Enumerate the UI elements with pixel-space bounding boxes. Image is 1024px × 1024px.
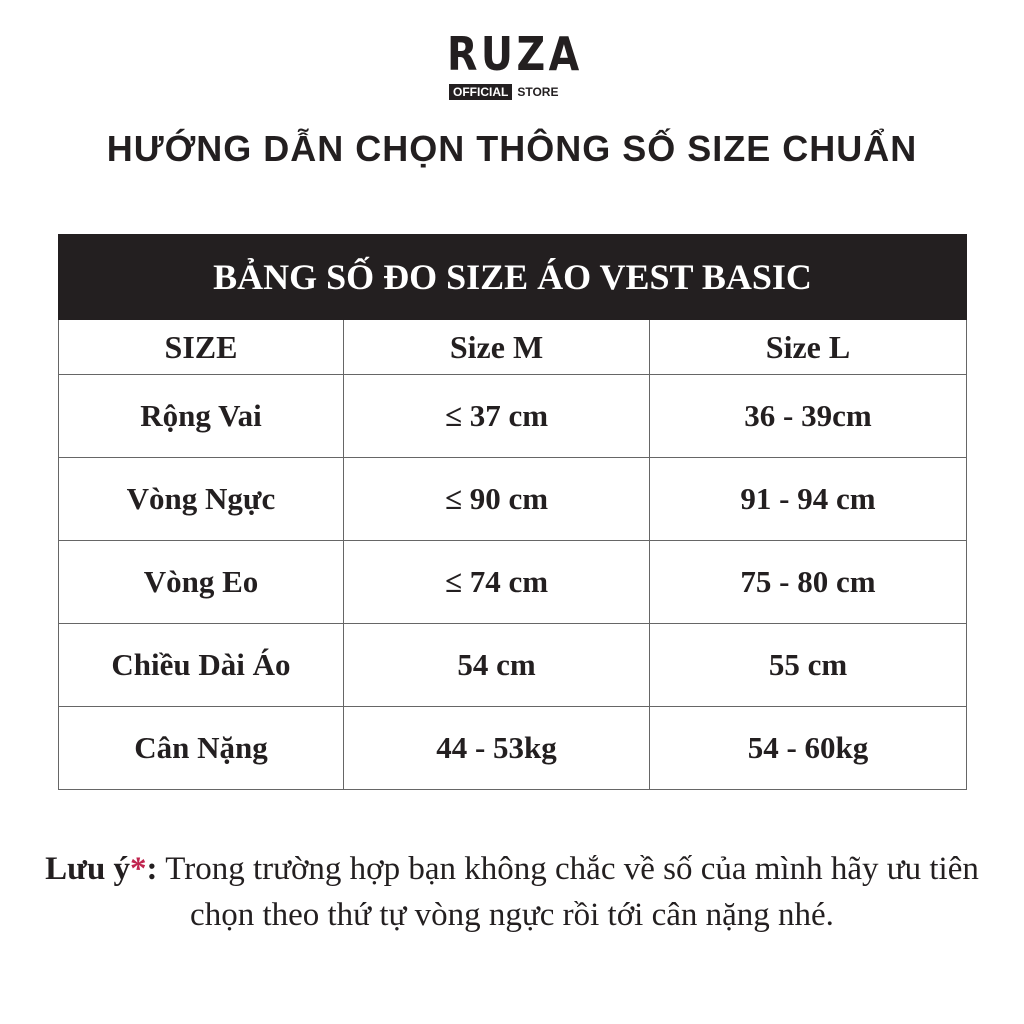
size-m-value: ≤ 74 cm [344,541,650,624]
size-m-value: 44 - 53kg [344,707,650,790]
row-label: Cân Nặng [59,707,344,790]
note-colon: : [146,851,158,887]
brand-official-label: OFFICIAL [449,84,512,100]
table-row [59,375,967,458]
brand-name: RUZA [447,27,583,81]
size-m-value: ≤ 37 cm [344,375,650,458]
ruza-logo [447,27,583,99]
row-label: Chiều Dài Áo [59,624,344,707]
row-label: Vòng Eo [59,541,344,624]
brand-store-label: STORE [517,85,559,99]
table-row [59,458,967,541]
note-text: Trong trường hợp bạn không chắc về số của mình hãy ưu tiên chọn theo thứ tự vòng ngực rồi tới cân nặng nhé. [157,851,979,933]
size-l-value: 54 - 60kg [650,707,967,790]
row-label: Vòng Ngực [59,458,344,541]
size-chart-table [58,234,967,790]
size-m-value: ≤ 90 cm [344,458,650,541]
brand-tagline [449,84,558,100]
size-l-value: 55 cm [650,624,967,707]
table-row [59,707,967,790]
note-asterisk: * [130,851,147,887]
size-l-value: 75 - 80 cm [650,541,967,624]
column-header-size: SIZE [59,320,344,375]
table-title: BẢNG SỐ ĐO SIZE ÁO VEST BASIC [59,235,967,320]
column-header-size-m: Size M [344,320,650,375]
column-header-size-l: Size L [650,320,967,375]
page-headline: HƯỚNG DẪN CHỌN THÔNG SỐ SIZE CHUẨN [106,128,918,169]
note-label: Lưu ý [45,851,131,887]
table-header-row [59,320,967,375]
row-label: Rộng Vai [59,375,344,458]
note-paragraph [40,846,984,938]
table-row [59,624,967,707]
size-m-value: 54 cm [344,624,650,707]
table-row [59,541,967,624]
size-l-value: 36 - 39cm [650,375,967,458]
size-l-value: 91 - 94 cm [650,458,967,541]
